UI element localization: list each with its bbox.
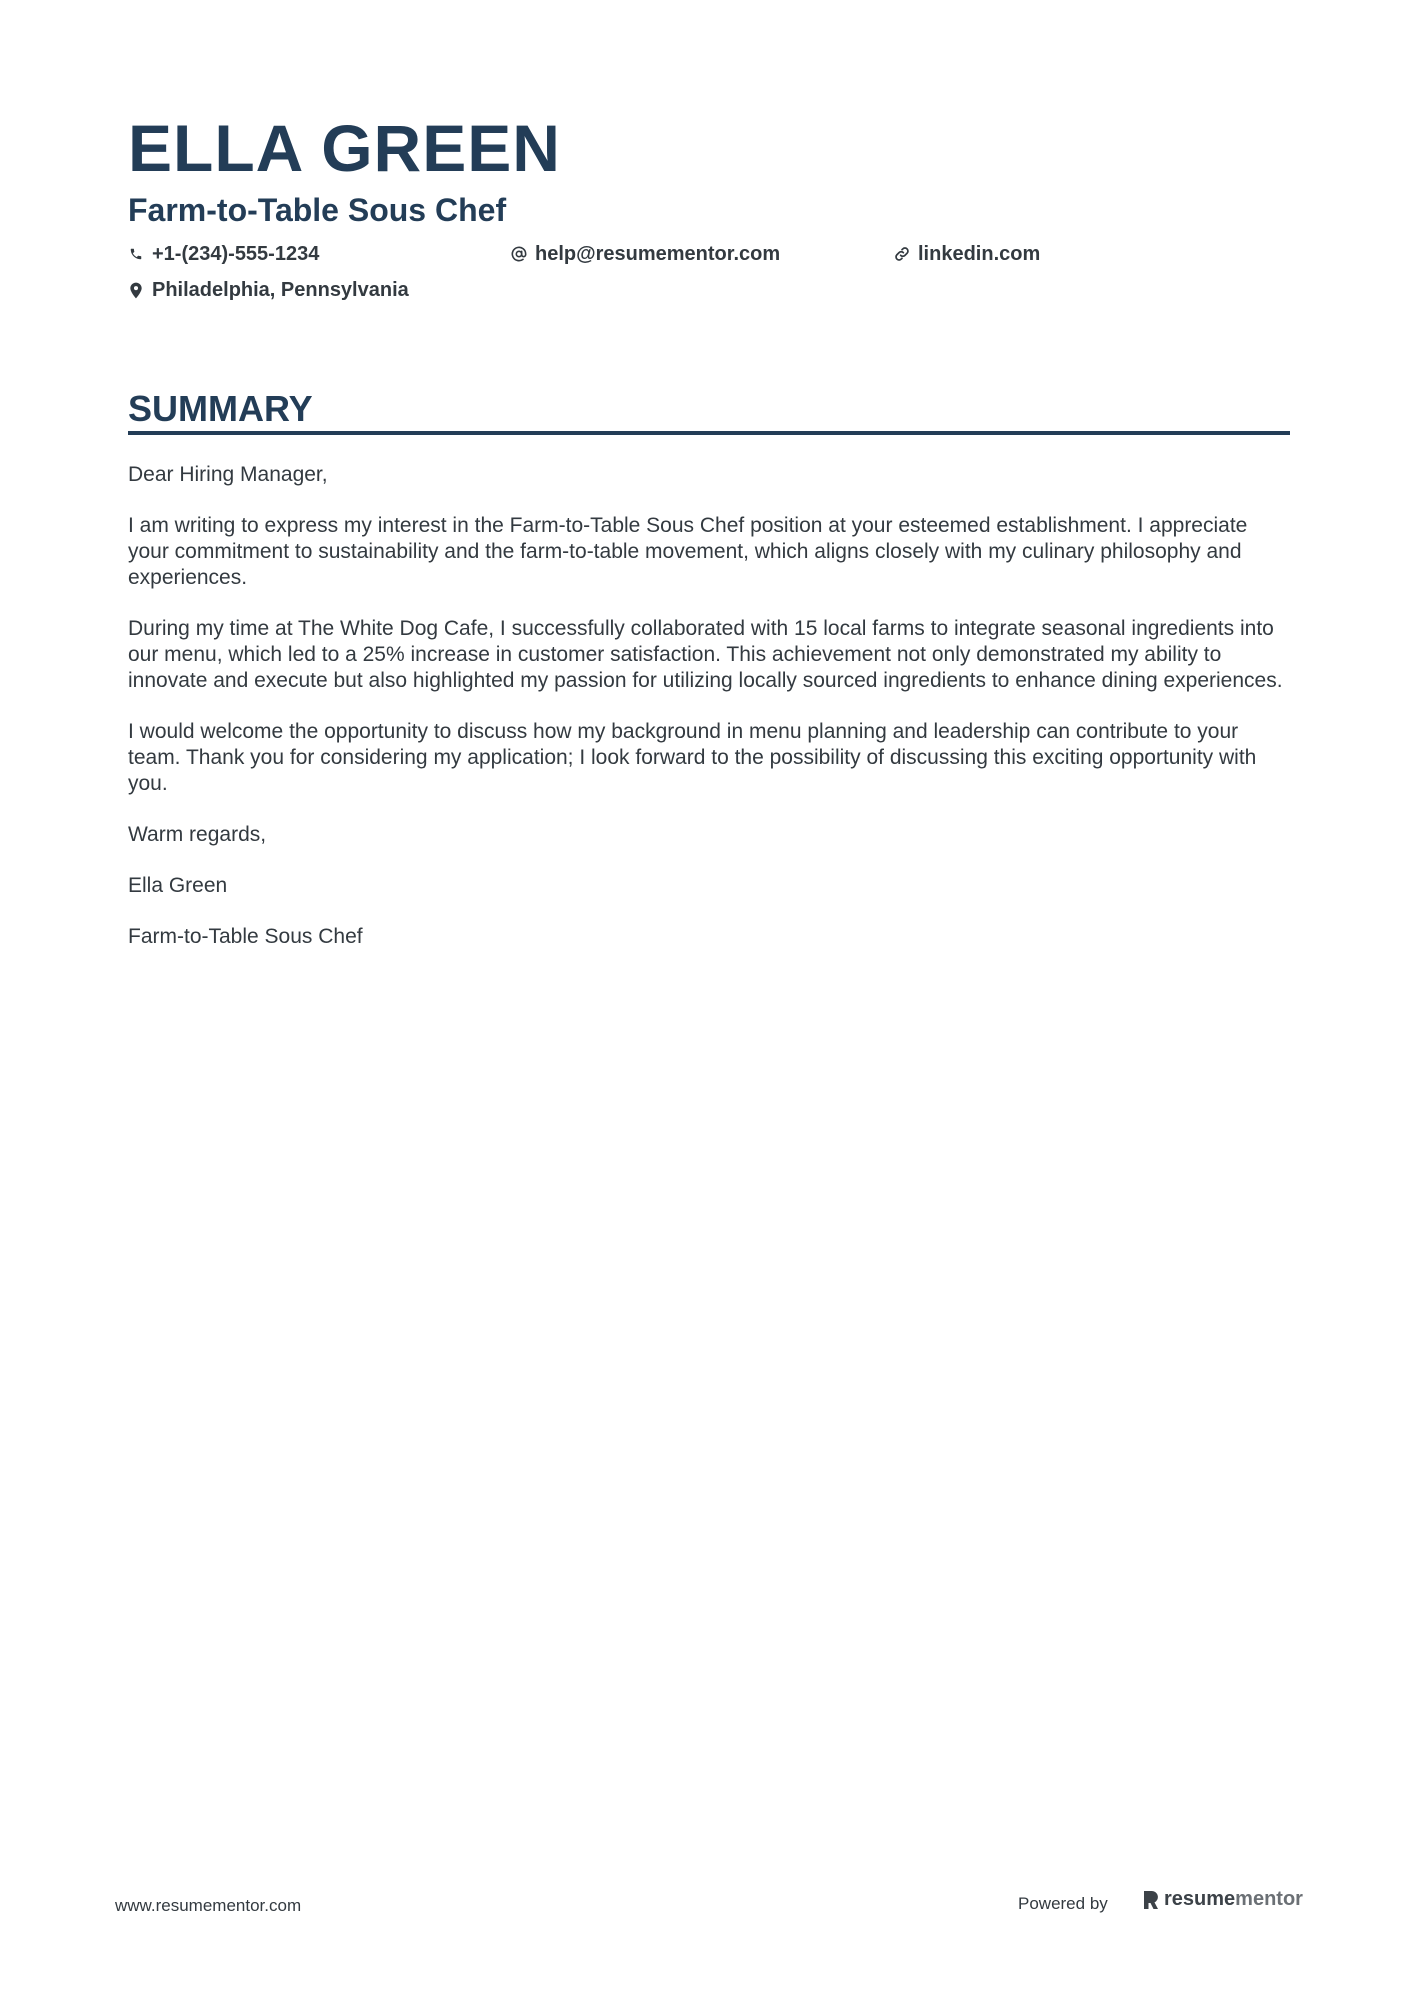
email-text[interactable]: help@resumementor.com — [535, 243, 781, 265]
letter-paragraph: During my time at The White Dog Cafe, I successfully collaborated with 15 local farms to integrate seasonal ingredients into our menu, which led to a 25% increase in customer satisfaction. This achievement not only demonstrated my ability to innovate and execute but also highlighted my passion for utilizing locally sourced ingredients to enhance dining experiences. — [128, 617, 1283, 692]
letter-closing: Warm regards, — [128, 823, 267, 846]
candidate-name: ELLA GREEN — [128, 111, 561, 185]
location-text: Philadelphia, Pennsylvania — [152, 279, 409, 301]
section-divider — [128, 431, 1290, 435]
section-title-summary: SUMMARY — [128, 388, 313, 429]
letter-paragraph: I am writing to express my interest in the Farm-to-Table Sous Chef position at your esteemed establishment. I appreciate your commitment to sustainability and the farm-to-table movement, which aligns closely with my culinary philosophy and experiences. — [128, 514, 1248, 589]
map-pin-icon — [128, 281, 144, 299]
linkedin-text[interactable]: linkedin.com — [918, 243, 1041, 265]
brand-logo[interactable] — [1142, 1888, 1303, 1911]
powered-by-label: Powered by — [1018, 1894, 1108, 1913]
at-sign-icon — [511, 245, 527, 263]
contact-linkedin — [894, 241, 1040, 267]
letter-salutation: Dear Hiring Manager, — [128, 463, 328, 486]
letter-body — [128, 462, 1290, 975]
letter-paragraph: I would welcome the opportunity to discuss how my background in menu planning and leadership can contribute to your team. Thank you for considering my application; I look forward to the possibility of discussing this exciting opportunity with you. — [128, 720, 1257, 795]
phone-icon — [128, 245, 144, 263]
link-icon — [894, 245, 910, 263]
brand-mark-icon — [1142, 1889, 1160, 1911]
signature-title: Farm-to-Table Sous Chef — [128, 925, 363, 948]
contact-phone — [128, 241, 319, 267]
signature-name: Ella Green — [128, 874, 228, 897]
phone-text: +1-(234)-555-1234 — [152, 243, 320, 265]
contact-email — [511, 241, 780, 267]
contact-location — [128, 277, 409, 303]
job-title: Farm-to-Table Sous Chef — [128, 192, 507, 228]
footer-website-link[interactable]: www.resumementor.com — [115, 1896, 302, 1915]
brand-name-part2: mentor — [1235, 1888, 1303, 1910]
brand-name-part1: resume — [1164, 1888, 1236, 1910]
